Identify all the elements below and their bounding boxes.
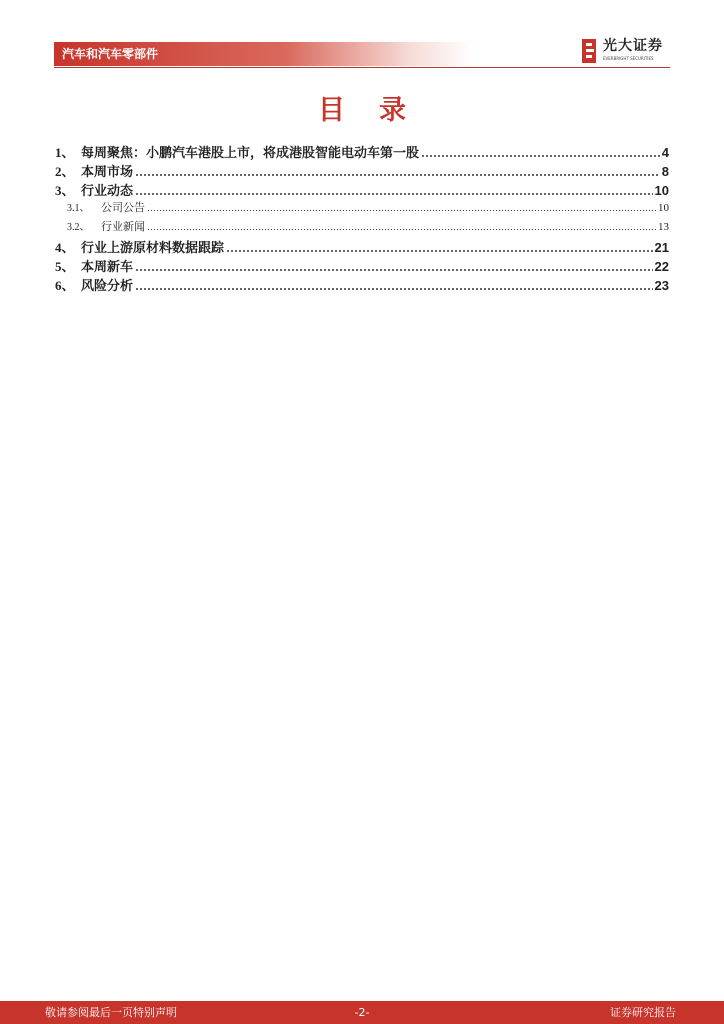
toc-entry-page: 4 bbox=[661, 145, 669, 160]
toc-entry-number: 3、 bbox=[55, 183, 75, 198]
toc-leader-dots bbox=[421, 147, 660, 157]
footer-report-type: 证券研究报告 bbox=[610, 1006, 676, 1019]
toc-entry-4[interactable] bbox=[55, 237, 669, 256]
toc-entry-5[interactable] bbox=[55, 256, 669, 275]
toc-leader-dots bbox=[135, 166, 660, 176]
toc-entry-title: 行业新闻 bbox=[101, 220, 145, 233]
toc-entry-title: 本周市场 bbox=[81, 165, 134, 180]
toc-entry-3-1[interactable] bbox=[55, 199, 669, 218]
page-footer bbox=[0, 1001, 724, 1024]
toc-entry-page: 21 bbox=[654, 240, 669, 255]
toc-leader-dots bbox=[135, 261, 653, 271]
toc-entry-page: 8 bbox=[661, 164, 669, 179]
toc-entry-3[interactable] bbox=[55, 180, 669, 199]
toc-entry-number: 2、 bbox=[55, 164, 75, 179]
brand-logo bbox=[580, 38, 676, 66]
toc-entry-2[interactable] bbox=[55, 161, 669, 180]
toc-entry-title: 行业上游原材料数据跟踪 bbox=[81, 241, 225, 256]
toc-leader-dots bbox=[135, 280, 653, 290]
page-number: -2- bbox=[354, 1006, 370, 1019]
toc-leader-dots bbox=[226, 242, 653, 252]
toc-entry-page: 13 bbox=[658, 221, 669, 233]
toc-leader-dots bbox=[147, 220, 656, 230]
footer-disclaimer: 敬请参阅最后一页特别声明 bbox=[45, 1006, 177, 1019]
toc-entry-page: 10 bbox=[658, 202, 669, 214]
toc-entry-page: 10 bbox=[654, 183, 669, 198]
section-label: 汽车和汽车零部件 bbox=[62, 47, 159, 61]
toc-entry-number: 3.2、 bbox=[67, 222, 90, 233]
toc-title: 目录 bbox=[318, 95, 440, 126]
toc-leader-dots bbox=[147, 201, 656, 211]
toc-entry-title: 公司公告 bbox=[101, 201, 145, 214]
brand-name-en: EVERBRIGHT SECURITIES bbox=[603, 56, 654, 61]
toc-entry-page: 23 bbox=[654, 278, 669, 293]
toc-entry-title: 每周聚焦：小鹏汽车港股上市，将成港股智能电动车第一股 bbox=[81, 146, 420, 161]
header-section-bar bbox=[54, 42, 474, 66]
brand-name-cn: 光大证券 bbox=[603, 38, 663, 54]
toc-entry-page: 22 bbox=[654, 259, 669, 274]
toc-entry-6[interactable] bbox=[55, 275, 669, 294]
toc-entry-title: 本周新车 bbox=[81, 260, 134, 275]
table-of-contents bbox=[55, 142, 669, 294]
toc-entry-3-2[interactable] bbox=[55, 218, 669, 237]
toc-entry-title: 行业动态 bbox=[81, 184, 134, 199]
header-divider bbox=[54, 67, 670, 68]
toc-entry-number: 1、 bbox=[55, 145, 75, 160]
everbright-logo-icon bbox=[580, 38, 600, 64]
toc-entry-1[interactable] bbox=[55, 142, 669, 161]
toc-leader-dots bbox=[135, 185, 653, 195]
toc-entry-number: 6、 bbox=[55, 278, 75, 293]
toc-entry-title: 风险分析 bbox=[81, 279, 134, 294]
toc-entry-number: 4、 bbox=[55, 240, 75, 255]
toc-entry-number: 5、 bbox=[55, 259, 75, 274]
toc-entry-number: 3.1、 bbox=[67, 203, 90, 214]
